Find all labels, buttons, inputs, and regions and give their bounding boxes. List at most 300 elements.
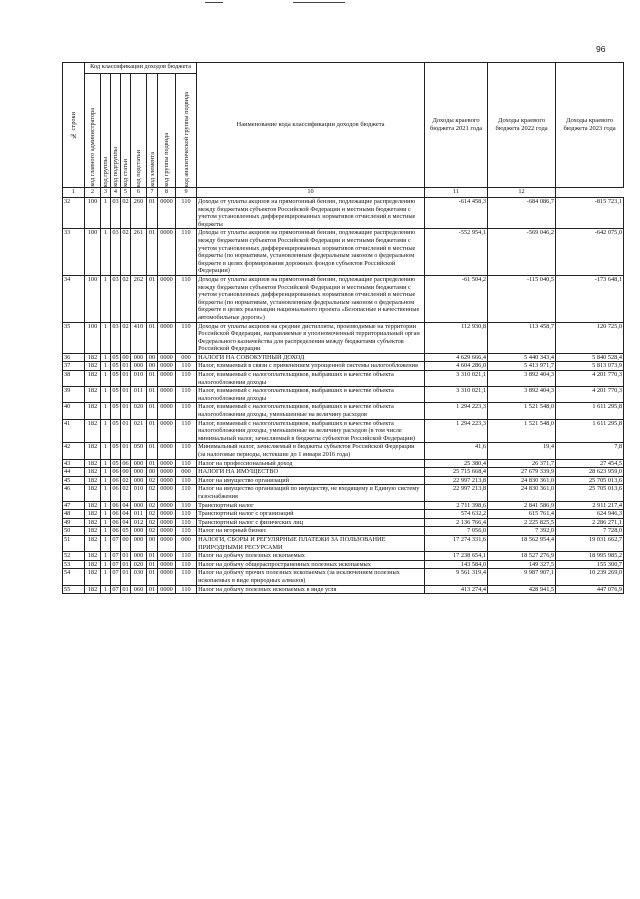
- code-cell: 02: [147, 501, 158, 510]
- code-cell: 000: [176, 468, 197, 477]
- amount-2023: 28 623 959,0: [556, 468, 624, 477]
- amount-2021: -614 458,3: [425, 198, 488, 229]
- code-column-header: [121, 74, 131, 188]
- code-cell: 1: [101, 353, 111, 362]
- code-cell: 1: [101, 527, 111, 536]
- code-cell: 410: [131, 322, 147, 353]
- amount-2022: 615 761,4: [488, 510, 556, 519]
- row-number: 47: [63, 501, 85, 510]
- classification-group-header: Код классификации доходов бюджета: [85, 63, 197, 74]
- amount-2021: 143 584,0: [425, 560, 488, 569]
- table-row: [63, 518, 624, 527]
- code-column-header-label: код группы подвида: [163, 133, 170, 187]
- code-cell: 05: [111, 403, 121, 419]
- amount-2023: 120 725,0: [556, 322, 624, 353]
- revenue-name: Транспортный налог с физических лиц: [197, 518, 425, 527]
- code-cell: 05: [111, 443, 121, 459]
- code-cell: 0000: [158, 527, 176, 536]
- amount-2021: 22 997 213,8: [425, 476, 488, 485]
- code-cell: 06: [112, 527, 119, 535]
- amount-2023: 5 840 528,4: [556, 353, 624, 362]
- amount-2022: -569 046,2: [488, 229, 556, 276]
- amount-2021: 4 629 666,4: [425, 353, 488, 362]
- code-cell: 110: [176, 552, 197, 561]
- code-cell: 07: [111, 535, 121, 551]
- amount-2022: 113 458,7: [488, 322, 556, 353]
- amount-2023: 18 995 985,2: [556, 552, 624, 561]
- code-cell: 0000: [158, 585, 176, 594]
- code-cell: 01: [147, 198, 158, 229]
- code-cell: 000: [131, 476, 147, 485]
- row-number: 41: [63, 419, 85, 443]
- code-cell: 010: [131, 485, 147, 501]
- code-column-header-label: код элемента: [148, 152, 156, 187]
- code-cell: 000: [131, 501, 147, 510]
- revenue-name: Транспортный налог с организаций: [197, 510, 425, 519]
- code-cell: 03: [111, 275, 121, 322]
- amount-2023: -815 723,1: [556, 198, 624, 229]
- code-column-header: [85, 74, 101, 188]
- column-number: 12: [488, 188, 556, 198]
- revenue-name: Минимальный налог, зачисляемый в бюджеты субъектов Российской Федерации (за налоговые периоды, истекшие до 1 января 2016 года): [197, 443, 425, 459]
- code-cell: 02: [121, 485, 131, 501]
- row-number: 46: [63, 485, 85, 501]
- code-cell: 110: [176, 485, 197, 501]
- amount-2021: 1 294 223,3: [425, 419, 488, 443]
- amount-2022: -115 040,5: [488, 275, 556, 322]
- amount-2022: 9 987 907,1: [488, 569, 556, 585]
- amount-2022: 2 225 825,5: [488, 518, 556, 527]
- code-cell: 0000: [158, 371, 176, 387]
- code-cell: 04: [122, 518, 129, 526]
- revenue-name: Доходы от уплаты акцизов на средние дистилляты, производимые на территории Российской Федерации, направляемые в уполномоченный территориальный орган Федерального казначейства для распределения между бюджетами субъектов Российской Федерации: [197, 322, 425, 353]
- code-cell: 02: [121, 229, 131, 276]
- code-cell: 000: [176, 535, 197, 551]
- code-cell: 100: [85, 322, 101, 353]
- code-cell: 01: [122, 362, 129, 370]
- code-cell: 01: [122, 552, 129, 560]
- amount-2023: 7,8: [556, 443, 624, 459]
- code-cell: 07: [111, 569, 121, 585]
- code-cell: 0000: [158, 510, 176, 519]
- code-cell: 0000: [158, 229, 176, 276]
- amount-2022: 3 892 404,3: [488, 371, 556, 387]
- table-row: [63, 585, 624, 594]
- code-cell: 01: [147, 403, 158, 419]
- code-cell: 110: [176, 443, 197, 459]
- amount-2023: -173 648,1: [556, 275, 624, 322]
- revenue-name: Налог, взимаемый в связи с применением упрощенной системы налогообложения: [197, 362, 425, 371]
- code-cell: 110: [176, 387, 197, 403]
- code-cell: 182: [85, 353, 101, 362]
- code-cell: 00: [147, 468, 158, 477]
- code-column-header-label: код аналитической группы подвида: [182, 91, 190, 187]
- table-row: [63, 510, 624, 519]
- code-cell: 1: [101, 468, 111, 477]
- amount-2021: 413 274,4: [425, 585, 488, 594]
- code-cell: 060: [131, 585, 147, 594]
- amount-2021: 3 310 021,1: [425, 371, 488, 387]
- amount-2021: 17 274 331,6: [425, 535, 488, 551]
- code-cell: 110: [176, 371, 197, 387]
- amount-2023: 25 705 013,6: [556, 476, 624, 485]
- revenue-name: Доходы от уплаты акцизов на прямогонный бензин, подлежащие распределению между бюджетами субъектов Российской Федерации и местными бюджетами с учетом установленных дифференцированных нормативов отчислений в местные бюджеты: [197, 198, 425, 229]
- code-cell: 01: [121, 443, 131, 459]
- revenue-name: Налог на игорный бизнес: [197, 527, 425, 536]
- code-cell: 182: [85, 527, 101, 536]
- row-number: 51: [63, 535, 85, 551]
- amount-2021: 17 238 654,1: [425, 552, 488, 561]
- code-cell: 0000: [158, 468, 176, 477]
- code-cell: 1: [101, 419, 111, 443]
- amount-2022: 24 830 361,0: [488, 476, 556, 485]
- amount-2022: 1 521 548,0: [488, 419, 556, 443]
- amount-2023: 624 946,3: [556, 510, 624, 519]
- code-cell: 110: [176, 275, 197, 322]
- code-cell: 1: [101, 198, 111, 229]
- code-cell: 0000: [158, 535, 176, 551]
- code-cell: 05: [111, 387, 121, 403]
- code-cell: 02: [121, 322, 131, 353]
- code-cell: 0000: [158, 569, 176, 585]
- amount-2022: 18 562 954,4: [488, 535, 556, 551]
- code-cell: 110: [176, 510, 197, 519]
- code-cell: 1: [101, 362, 111, 371]
- revenue-name: Налог, взимаемый с налогоплательщиков, выбравших в качестве объекта налогообложения доходы, уменьшенные на величину расходов: [197, 403, 425, 419]
- table-row: [63, 501, 624, 510]
- code-cell: 1: [101, 510, 111, 519]
- year-2023-header: Доходы краевого бюджета 2023 года: [556, 63, 624, 188]
- revenue-name: Налог, взимаемый с налогоплательщиков, выбравших в качестве объекта налогообложения доходы, уменьшенные на величину расходов (в том числе минимальный налог, зачисляемый в бюджеты субъектов Российской Федерации): [197, 419, 425, 443]
- amount-2022: 24 830 361,0: [488, 485, 556, 501]
- column-number: 6: [131, 188, 147, 198]
- table-row: [63, 459, 624, 468]
- table-row: [63, 403, 624, 419]
- amount-2022: 2 841 586,9: [488, 501, 556, 510]
- code-cell: 182: [85, 459, 101, 468]
- amount-2021: -61 504,2: [425, 275, 488, 322]
- amount-2021: 3 310 021,1: [425, 387, 488, 403]
- code-cell: 110: [176, 322, 197, 353]
- table-row: [63, 560, 624, 569]
- code-cell: 110: [176, 229, 197, 276]
- code-cell: 1: [101, 552, 111, 561]
- column-number: 4: [111, 188, 121, 198]
- amount-2021: 574 632,2: [425, 510, 488, 519]
- code-cell: 182: [85, 476, 101, 485]
- code-cell: 1: [101, 459, 111, 468]
- year-2022-header: Доходы краевого бюджета 2022 года: [488, 63, 556, 188]
- table-row: [63, 476, 624, 485]
- code-cell: 0000: [158, 275, 176, 322]
- table-row: [63, 371, 624, 387]
- code-cell: 01: [147, 443, 158, 459]
- code-column-header: [111, 74, 121, 188]
- code-cell: 01: [147, 387, 158, 403]
- code-cell: 00: [122, 468, 129, 476]
- code-cell: 182: [85, 468, 101, 477]
- code-cell: 110: [176, 518, 197, 527]
- amount-2023: 27 454,5: [556, 459, 624, 468]
- code-cell: 021: [131, 419, 147, 443]
- code-cell: 0000: [158, 403, 176, 419]
- code-cell: 0000: [158, 476, 176, 485]
- revenue-name: Доходы от уплаты акцизов на прямогонный бензин, подлежащие распределению между бюджетами субъектов Российской Федерации и местными бюджетами с учетом установленных дифференцированных нормативов отчислений в местные бюджеты (по нормативам, установленным федеральным законом о федеральном бюджете в целях формирования дорожных фондов субъектов Российской Федерации): [197, 229, 425, 276]
- code-cell: 182: [85, 518, 101, 527]
- amount-2022: 428 941,5: [488, 585, 556, 594]
- column-number: 11: [425, 188, 488, 198]
- code-cell: 110: [176, 560, 197, 569]
- code-cell: 01: [121, 403, 131, 419]
- table-row: [63, 362, 624, 371]
- amount-2021: 2 136 766,4: [425, 518, 488, 527]
- code-column-header-label: код главного администратора: [89, 108, 96, 187]
- code-cell: 000: [131, 535, 147, 551]
- amount-2021: 7 056,0: [425, 527, 488, 536]
- amount-2023: 25 705 013,6: [556, 485, 624, 501]
- row-number: 40: [63, 403, 85, 419]
- code-cell: 0000: [158, 362, 176, 371]
- code-cell: 0000: [158, 322, 176, 353]
- revenue-table: [62, 62, 624, 594]
- amount-2021: 1 294 223,3: [425, 403, 488, 419]
- code-cell: 00: [147, 362, 158, 371]
- amount-2023: 1 611 295,8: [556, 403, 624, 419]
- code-cell: 01: [122, 560, 129, 568]
- amount-2023: 7 728,0: [556, 527, 624, 536]
- code-cell: 1: [101, 476, 111, 485]
- code-cell: 1: [101, 501, 111, 510]
- revenue-name: Налог на добычу полезных ископаемых в виде угля: [197, 585, 425, 594]
- row-number: 37: [63, 362, 85, 371]
- amount-2022: 3 892 404,3: [488, 387, 556, 403]
- amount-2021: -552 954,1: [425, 229, 488, 276]
- code-cell: 0000: [158, 518, 176, 527]
- table-row: [63, 275, 624, 322]
- code-cell: 030: [131, 569, 147, 585]
- code-cell: 01: [147, 459, 158, 468]
- code-column-header: [147, 74, 158, 188]
- code-cell: 110: [176, 403, 197, 419]
- row-number: 55: [63, 585, 85, 594]
- code-cell: 182: [85, 560, 101, 569]
- code-cell: 07: [112, 585, 119, 593]
- code-cell: 03: [111, 198, 121, 229]
- code-cell: 110: [176, 419, 197, 443]
- code-cell: 01: [147, 585, 158, 594]
- code-cell: 182: [85, 419, 101, 443]
- code-cell: 011: [131, 510, 147, 519]
- table-row: [63, 387, 624, 403]
- code-cell: 110: [176, 459, 197, 468]
- row-number: 49: [63, 518, 85, 527]
- code-cell: 02: [147, 510, 158, 519]
- code-cell: 0000: [158, 198, 176, 229]
- code-cell: 050: [131, 443, 147, 459]
- page-number: 96: [596, 44, 606, 54]
- code-cell: 01: [121, 569, 131, 585]
- code-cell: 06: [112, 468, 119, 476]
- row-number: 36: [63, 353, 85, 362]
- amount-2021: 22 997 213,8: [425, 485, 488, 501]
- amount-2021: 2 711 398,6: [425, 501, 488, 510]
- table-row: [63, 198, 624, 229]
- code-cell: 01: [147, 371, 158, 387]
- column-number: 2: [85, 188, 101, 198]
- revenue-name: Налог на профессиональный доход: [197, 459, 425, 468]
- code-cell: 1: [101, 322, 111, 353]
- code-cell: 0000: [158, 459, 176, 468]
- code-cell: 100: [85, 275, 101, 322]
- code-cell: 1: [101, 275, 111, 322]
- code-cell: 1: [101, 371, 111, 387]
- revenue-name: Налог на имущество организаций: [197, 476, 425, 485]
- row-number-header: № строки: [63, 63, 85, 188]
- amount-2021: 9 561 319,4: [425, 569, 488, 585]
- amount-2021: 25 715 668,4: [425, 468, 488, 477]
- row-number: 43: [63, 459, 85, 468]
- code-cell: 000: [131, 552, 147, 561]
- code-cell: 182: [85, 510, 101, 519]
- code-column-header: [176, 74, 197, 188]
- code-cell: 1: [101, 485, 111, 501]
- code-cell: 110: [176, 585, 197, 594]
- revenue-name: Налог на добычу общераспространенных полезных ископаемых: [197, 560, 425, 569]
- code-cell: 262: [131, 275, 147, 322]
- row-number: 32: [63, 198, 85, 229]
- code-cell: 06: [112, 501, 119, 509]
- year-2021-header: Доходы краевого бюджета 2021 года: [425, 63, 488, 188]
- table-row: [63, 322, 624, 353]
- code-cell: 1: [101, 535, 111, 551]
- code-cell: 02: [147, 485, 158, 501]
- code-cell: 0000: [158, 443, 176, 459]
- code-cell: 06: [111, 485, 121, 501]
- revenue-name: Налог, взимаемый с налогоплательщиков, выбравших в качестве объекта налогообложения доходы: [197, 387, 425, 403]
- code-cell: 182: [85, 387, 101, 403]
- code-cell: 03: [111, 229, 121, 276]
- amount-2023: 447 076,9: [556, 585, 624, 594]
- column-number: 7: [147, 188, 158, 198]
- row-number: 50: [63, 527, 85, 536]
- code-cell: 01: [147, 552, 158, 561]
- code-cell: 02: [147, 518, 158, 527]
- code-column-header: [131, 74, 147, 188]
- amount-2021: 112 930,8: [425, 322, 488, 353]
- code-column-header-label: код группы: [102, 156, 109, 187]
- code-cell: 0000: [158, 353, 176, 362]
- amount-2021: 4 604 286,0: [425, 362, 488, 371]
- code-cell: 06: [112, 518, 119, 526]
- amount-2021: 41,6: [425, 443, 488, 459]
- amount-2023: 10 239 269,0: [556, 569, 624, 585]
- code-cell: 1: [101, 560, 111, 569]
- table-row: [63, 229, 624, 276]
- code-cell: 100: [85, 229, 101, 276]
- code-cell: 182: [85, 552, 101, 561]
- code-cell: 01: [121, 371, 131, 387]
- code-cell: 020: [131, 403, 147, 419]
- amount-2023: 1 611 295,8: [556, 419, 624, 443]
- table-row: [63, 419, 624, 443]
- code-cell: 012: [131, 518, 147, 527]
- code-cell: 110: [176, 198, 197, 229]
- code-cell: 260: [131, 198, 147, 229]
- revenue-name: Транспортный налог: [197, 501, 425, 510]
- amount-2022: 19,4: [488, 443, 556, 459]
- amount-2022: 7 392,0: [488, 527, 556, 536]
- code-cell: 01: [147, 419, 158, 443]
- code-cell: 1: [101, 585, 111, 594]
- code-cell: 1: [101, 403, 111, 419]
- code-cell: 110: [176, 476, 197, 485]
- code-cell: 182: [85, 535, 101, 551]
- code-cell: 110: [176, 501, 197, 510]
- code-cell: 0000: [158, 419, 176, 443]
- code-column-header: [158, 74, 176, 188]
- table-row: [63, 443, 624, 459]
- revenue-name: НАЛОГИ, СБОРЫ И РЕГУЛЯРНЫЕ ПЛАТЕЖИ ЗА ПОЛЬЗОВАНИЕ ПРИРОДНЫМИ РЕСУРСАМИ: [197, 535, 425, 551]
- code-cell: 03: [111, 322, 121, 353]
- code-cell: 02: [121, 198, 131, 229]
- code-cell: 01: [147, 229, 158, 276]
- revenue-name: Налог на добычу прочих полезных ископаемых (за исключением полезных ископаемых в виде природных алмазов): [197, 569, 425, 585]
- table-row: [63, 569, 624, 585]
- amount-2023: 19 031 662,7: [556, 535, 624, 551]
- revenue-name: Налог на имущество организаций по имуществу, не входящему в Единую систему газоснабжения: [197, 485, 425, 501]
- code-cell: 0000: [158, 501, 176, 510]
- amount-2022: -684 086,7: [488, 198, 556, 229]
- code-cell: 010: [131, 371, 147, 387]
- code-cell: 1: [101, 229, 111, 276]
- row-number: 42: [63, 443, 85, 459]
- code-cell: 01: [147, 569, 158, 585]
- amount-2022: 5 413 971,7: [488, 362, 556, 371]
- row-number: 39: [63, 387, 85, 403]
- code-cell: 182: [85, 371, 101, 387]
- code-cell: 1: [101, 569, 111, 585]
- table-row: [63, 485, 624, 501]
- code-cell: 04: [122, 510, 129, 518]
- amount-2022: 1 521 548,0: [488, 403, 556, 419]
- column-number: 1: [63, 188, 85, 198]
- revenue-name: Налог, взимаемый с налогоплательщиков, выбравших в качестве объекта налогообложения доходы: [197, 371, 425, 387]
- table-row: [63, 527, 624, 536]
- code-cell: 000: [131, 468, 147, 477]
- code-cell: 110: [176, 362, 197, 371]
- code-cell: 00: [147, 353, 158, 362]
- code-cell: 1: [101, 443, 111, 459]
- code-cell: 01: [147, 560, 158, 569]
- code-cell: 02: [147, 527, 158, 536]
- code-cell: 011: [131, 387, 147, 403]
- code-cell: 07: [112, 552, 119, 560]
- code-cell: 05: [111, 419, 121, 443]
- code-cell: 000: [131, 527, 147, 536]
- column-number: 5: [121, 188, 131, 198]
- amount-2022: 27 679 339,9: [488, 468, 556, 477]
- code-column-header: [101, 74, 111, 188]
- code-cell: 07: [112, 560, 119, 568]
- table-row: [63, 353, 624, 362]
- revenue-name: Налог на добычу полезных ископаемых: [197, 552, 425, 561]
- row-number: 35: [63, 322, 85, 353]
- row-number: 52: [63, 552, 85, 561]
- code-cell: 1: [101, 387, 111, 403]
- row-number: 38: [63, 371, 85, 387]
- code-cell: 000: [131, 353, 147, 362]
- code-cell: 05: [122, 527, 129, 535]
